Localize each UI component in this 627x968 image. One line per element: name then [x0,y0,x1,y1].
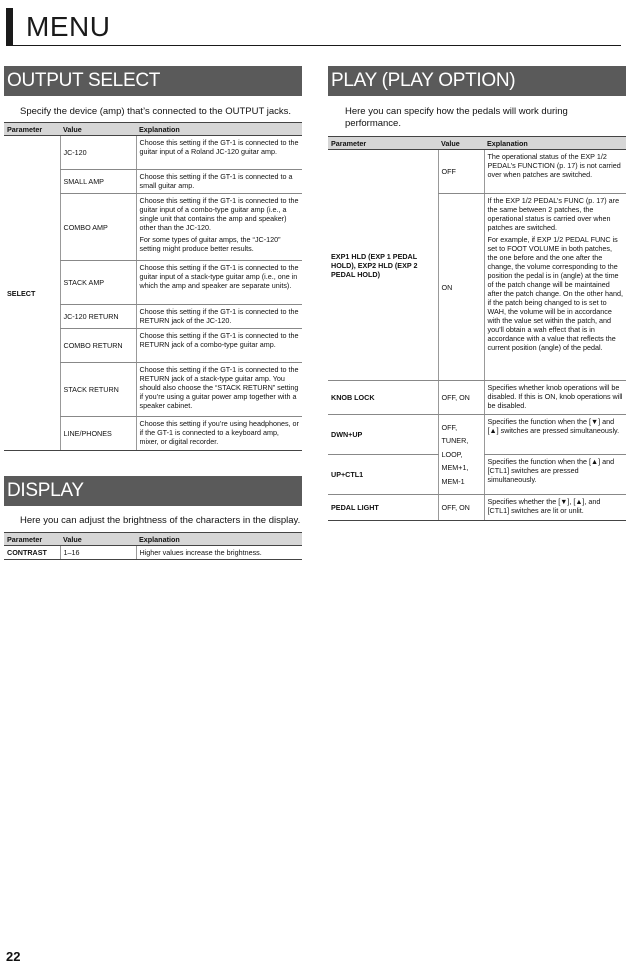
play-heading: PLAY (PLAY OPTION) [328,66,626,96]
value-option: TUNER, [441,436,469,446]
title-rule [6,45,621,46]
output-select-table [4,122,302,451]
value-cell: COMBO AMP [60,194,136,261]
col-parameter: Parameter [328,137,438,150]
value-option: OFF, [441,422,458,432]
explanation-cell: Choose this setting if the GT-1 is connected to a small guitar amp. [136,170,302,194]
table-row [328,415,626,455]
explanation-cell: Choose this setting if the GT-1 is connected to the RETURN jack of a stack-type guitar amp. You should also choose the “STACK RETURN” setting if you’re using a guitar power amp together with a speaker cabinet. [136,363,302,417]
value-cell: OFF [438,150,484,194]
value-option: MEM+1, [441,463,469,473]
display-intro: Here you can adjust the brightness of the characters in the display. [20,515,301,526]
table-row [328,495,626,521]
value-cell: OFF, ON [438,381,484,415]
value-cell: LINE/PHONES [60,417,136,451]
value-cell: STACK RETURN [60,363,136,417]
explanation-cell: The operational status of the EXP 1/2 PEDAL’s FUNCTION (p. 17) is not carried over when patches are switched. [484,150,626,194]
explanation-cell [484,194,626,381]
col-parameter: Parameter [4,533,60,546]
param-contrast: CONTRAST [4,546,60,560]
page-number: 22 [6,949,21,964]
col-value: Value [438,137,484,150]
explanation-cell: Specifies the function when the [▲] and [CTL1] switches are pressed simultaneously. [484,455,626,495]
explanation-note: For some types of guitar amps, the “JC-120” setting might produce better results. [139,235,281,253]
col-parameter: Parameter [4,123,60,136]
play-intro: Here you can specify how the pedals will work during performance. [345,106,568,129]
title-bar-accent [6,8,13,45]
value-cell: ON [438,194,484,381]
explanation-cell [136,194,302,261]
explanation-cell: Choose this setting if the GT-1 is connected to the guitar input of a Roland JC-120 guitar amp. [136,136,302,170]
explanation-cell: Choose this setting if the GT-1 is connected to the RETURN jack of the JC-120. [136,305,302,329]
value-cell: SMALL AMP [60,170,136,194]
table-row [4,546,302,560]
param-dwn-up: DWN+UP [328,415,438,455]
col-explanation: Explanation [136,533,302,546]
output-select-heading: OUTPUT SELECT [4,66,302,96]
explanation-text: If the EXP 1/2 PEDAL’s FUNC (p. 17) are the same between 2 patches, the operational status is carried over when patches are switched. [487,196,620,232]
value-cell: OFF, ON [438,495,484,521]
display-table [4,532,302,560]
param-pedal-light: PEDAL LIGHT [328,495,438,521]
explanation-text: Choose this setting if the GT-1 is connected to the guitar input of a combo-type guitar amp (i.e., a single unit that contains the amp and speaker) other than the JC-120. [139,196,299,232]
value-cell: JC-120 RETURN [60,305,136,329]
value-option: LOOP, [441,449,463,459]
table-row [4,136,302,170]
value-cell: COMBO RETURN [60,329,136,363]
param-exp-hold: EXP1 HLD (EXP 1 PEDAL HOLD), EXP2 HLD (EXP 2 PEDAL HOLD) [328,150,438,381]
explanation-cell: Specifies whether knob operations will be disabled. If this is ON, knob operations will be disabled. [484,381,626,415]
explanation-cell: Specifies whether the [▼], [▲], and [CTL1] switches are lit or unlit. [484,495,626,521]
output-select-intro: Specify the device (amp) that’s connected to the OUTPUT jacks. [20,106,292,117]
col-explanation: Explanation [136,123,302,136]
page-title: MENU [26,11,111,42]
col-value: Value [60,123,136,136]
explanation-cell: Choose this setting if the GT-1 is connected to the guitar input of a stack-type guitar amp (i.e., one in which the amp and speaker are separate units). [136,261,302,305]
param-select: SELECT [4,136,60,451]
display-heading: DISPLAY [4,476,302,506]
value-cell: JC-120 [60,136,136,170]
play-table [328,136,626,521]
table-row [328,150,626,194]
value-cell: STACK AMP [60,261,136,305]
value-cell [438,415,484,495]
table-row [328,381,626,415]
explanation-cell: Choose this setting if the GT-1 is connected to the RETURN jack of a combo-type guitar amp. [136,329,302,363]
explanation-cell: Higher values increase the brightness. [136,546,302,560]
param-knob-lock: KNOB LOCK [328,381,438,415]
explanation-cell: Choose this setting if you’re using headphones, or if the GT-1 is connected to a keyboard amp, mixer, or digital recorder. [136,417,302,451]
col-value: Value [60,533,136,546]
value-cell: 1–16 [60,546,136,560]
value-option: MEM-1 [441,476,465,486]
param-up-ctl1: UP+CTL1 [328,455,438,495]
explanation-cell: Specifies the function when the [▼] and [▲] switches are pressed simultaneously. [484,415,626,455]
explanation-example: For example, if EXP 1/2 PEDAL FUNC is set to FOOT VOLUME in both patches, the one before and the one after the change, the volume corresponding to the position the pedal is in (angle) at the time of the patch change will be maintained after the patch change. On the other hand, if the patch being changed to is set to WAH, the volume will be in accordance with the value set within the patch, and you’ll obtain a wah effect that is in accordance with a value that reflects the current position (angle) of the pedal. [487,235,623,352]
col-explanation: Explanation [484,137,626,150]
